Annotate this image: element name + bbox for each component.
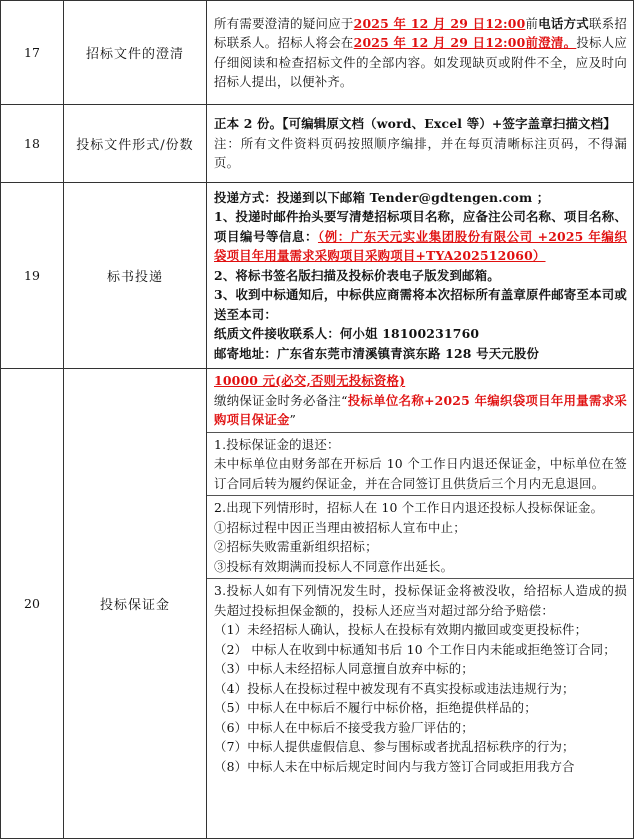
list-item: （3）中标人未经招标人同意擅自放弃中标的； (214, 661, 474, 676)
list-item: ①招标过程中因正当理由被招标人宣布中止； (214, 519, 466, 535)
copies-main: 正本 2 份。【可编辑原文档（word、Excel 等）+签字盖章扫描文档】 (214, 116, 616, 132)
row-number: 18 (1, 105, 64, 183)
refund-section: 1.投标保证金的退还： 未中标单位由财务部在开标后 10 个工作日内退还保证金，中标单位在签订合同后转为履约保证金，并在合同签订且供货后三个月内无息退回。 (207, 432, 633, 496)
deposit-remark: 缴纳保证金时务必备注“投标单位名称+2025 年编织袋项目年用量需求采购项目保证金” (214, 392, 627, 427)
delivery-step-3: 3、收到中标通知后，中标供应商需将本次招标所有盖章原件邮寄至本司或送至本司： (214, 287, 627, 322)
list-item: （7）中标人提供虚假信息、参与围标或者扰乱招标秩序的行为； (214, 739, 575, 754)
delivery-method: 投递方式：投递到以下邮箱 Tender@gdtengen.com ； (214, 189, 550, 205)
row-item: 投标文件形式/份数 (64, 105, 207, 183)
list-item: （1）未经招标人确认，投标人在投标有效期内撤回或变更投标件； (214, 622, 588, 637)
row-item: 标书投递 (64, 183, 207, 369)
list-item: （4）投标人在投标过程中被发现有不真实投标或违法违规行为； (214, 680, 575, 696)
row-content (207, 105, 634, 183)
row-number: 19 (1, 183, 64, 369)
deposit-amount: 10000 元(必交,否则无投标资格) (214, 373, 406, 388)
mailing-address: 邮寄地址：广东省东莞市清溪镇青滨东路 128 号天元股份 (214, 345, 540, 361)
list-item: ③投标有效期满而投标人不同意作出延长。 (214, 558, 454, 574)
copies-note: 注：所有文件资料页码按照顺序编排，并在每页清晰标注页码，不得漏页。 (214, 135, 627, 171)
row-item: 招标文件的澄清 (64, 1, 207, 105)
delivery-step-1: 1、投递时邮件抬头要写清楚招标项目名称，应备注公司名称、项目名称、项目编号等信息：（例：广东天元实业集团股份有限公司 +2025 年编织袋项目年用量需求采购项目采购项目+TYA202512060） (214, 209, 627, 264)
row-number: 20 (1, 369, 64, 839)
list-item: ②招标失败需重新组织招标； (214, 539, 378, 554)
row-content (207, 183, 634, 369)
clarify-deadline: 2025 年 12 月 29 日12:00 (353, 15, 526, 31)
table-row (1, 183, 634, 369)
row-content (207, 369, 634, 839)
list-item: （8）中标人未在中标后规定时间内与我方签订合同或拒用我方合 (214, 758, 575, 774)
delivery-step-2: 2、将标书签名版扫描及投标价表电子版发到邮箱。 (214, 267, 500, 283)
email-subject-example: （例：广东天元实业集团股份有限公司 +2025 年编织袋项目年用量需求采购项目采购项目+TYA202512060） (214, 228, 627, 264)
row-content: 所有需要澄清的疑问应于2025 年 12 月 29 日12:00前电话方式联系招标联系人。招标人将会在2025 年 12 月 29 日12:00前澄清。投标人应仔细阅读和检查招标文件的全部内容。如发现缺页或附件不全，应及时向招标人提出，以便补齐。 (207, 1, 634, 105)
receiver-contact: 纸质文件接收联系人：何小姐 18100231760 (214, 326, 480, 342)
list-item: （5）中标人在中标后不履行中标价格，拒绝提供样品的； (214, 700, 537, 715)
list-item: （6）中标人在中标后不接受我方验厂评估的； (214, 719, 474, 735)
forfeit-conditions-section: 3.投标人如有下列情况发生时，投标保证金将被没收，给招标人造成的损失超过投标担保金额的，投标人还应当对超过部分给予赔偿： （1）未经招标人确认，投标人在投标有效期内撤回或变更投标件； （2） 中标人在收到中标通知书后 10 个工作日内未能或拒绝签订合同； （3）中标人未经招标人同意擅自放弃中标的； （4）投标人在投标过程中被发现有不真实投标或违法违规行为； （5）中标人在中标后不履行中标价格，拒绝提供样品的； （6）中标人在中标后不接受我方验厂评估的； （7）中标人提供虚假信息、参与围标或者扰乱招标秩序的行为； （8）中标人未在中标后规定时间内与我方签订合同或拒用我方合 (207, 578, 633, 778)
clarify-reply-date: 2025 年 12 月 29 日12:00前澄清。 (353, 35, 577, 50)
row-item: 投标保证金 (64, 369, 207, 839)
return-conditions-section: 2.出现下列情形时，招标人在 10 个工作日内退还投标人投标保证金。 ①招标过程中因正当理由被招标人宣布中止； ②招标失败需重新组织招标； ③投标有效期满而投标人不同意作出延长。 (207, 495, 633, 578)
table-row (1, 369, 634, 839)
row-number: 17 (1, 1, 64, 105)
table-row (1, 105, 634, 183)
list-item: （2） 中标人在收到中标通知书后 10 个工作日内未能或拒绝签订合同； (214, 641, 616, 657)
table-row (1, 1, 634, 105)
